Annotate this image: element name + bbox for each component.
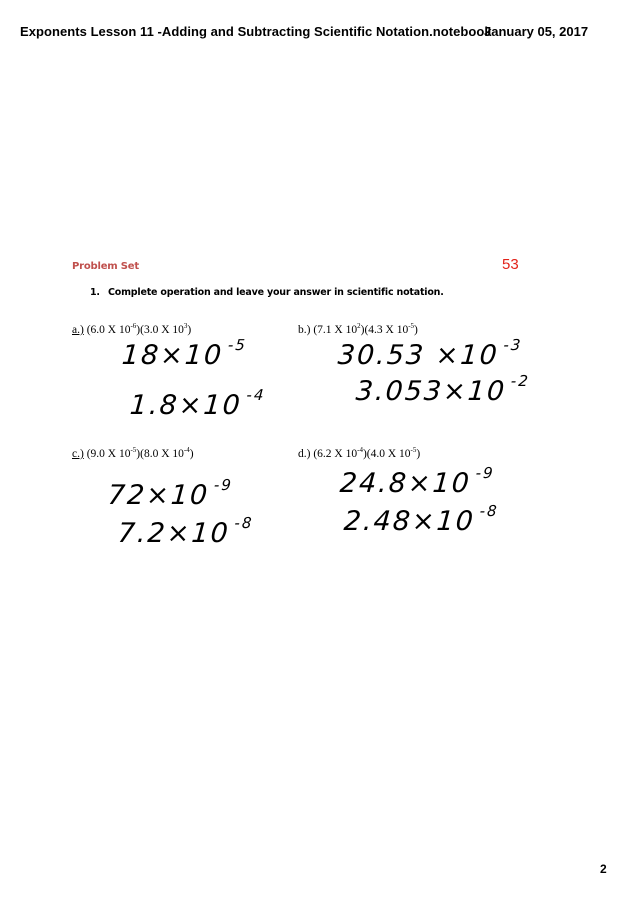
- notebook-title: Exponents Lesson 11 -Adding and Subtracting Scientific Notation.notebook: [20, 24, 492, 39]
- problem-c-work-1-exponent: -9: [213, 476, 234, 494]
- problem-b-work-1-base: 30.53 ×10: [336, 340, 500, 371]
- problem-b-work-2-exponent: -2: [510, 372, 531, 390]
- problem-d-work-1-base: 24.8×10: [338, 468, 473, 499]
- problem-a-work-line-2: [129, 386, 266, 421]
- problem-a: [72, 322, 191, 336]
- problem-c-expression: (9.0 X $10^{-5})(8.0$ X $10^{-4}$): [86, 446, 194, 460]
- problem-b-expression: (7.1 X $10^2)(4.3$ X $10^{-5}$): [313, 322, 418, 336]
- problem-a-expression: (6.0 X $10^{-6})(3.0$ X $10^3$): [86, 322, 192, 336]
- problem-d-work-line-2: [343, 502, 500, 537]
- page-number: 2: [600, 862, 607, 876]
- problem-d-work-line-1: [339, 464, 496, 499]
- problem-d-work-2-base: 2.48×10: [342, 506, 477, 537]
- instruction-number: 1.: [90, 287, 100, 298]
- problem-a-work-2-base: 1.8×10: [128, 390, 243, 421]
- problem-a-work-2-exponent: -4: [245, 386, 267, 404]
- instruction: [90, 287, 444, 298]
- problem-b-work-line-1: [337, 336, 523, 371]
- problem-c-work-1-base: 72×10: [106, 480, 211, 511]
- problem-c-work-line-2: [117, 514, 254, 549]
- problem-b-work-line-2: [355, 372, 531, 407]
- problem-a-work-1-exponent: -5: [227, 336, 248, 354]
- problem-d-expression: (6.2 X $10^{-4})(4.0$ X $10^{-5}$): [313, 446, 421, 460]
- problem-a-work-1-base: 18×10: [120, 340, 225, 371]
- problem-c: [72, 446, 194, 460]
- problem-d-label: d.): [298, 447, 311, 460]
- problem-c-work-line-1: [107, 476, 234, 511]
- instruction-text: Complete operation and leave your answer in scientific notation.: [108, 287, 444, 298]
- problem-b-work-2-base: 3.053×10: [354, 376, 508, 407]
- slide-number: 53: [502, 256, 519, 273]
- problem-a-work-line-1: [121, 336, 248, 371]
- problem-d-work-2-exponent: -8: [479, 502, 500, 520]
- problem-d-work-1-exponent: -9: [475, 464, 496, 482]
- problem-d: [298, 446, 420, 460]
- problem-c-work-2-base: 7.2×10: [116, 518, 231, 549]
- notebook-date: January 05, 2017: [484, 24, 589, 39]
- section-title: Problem Set: [72, 261, 139, 272]
- problem-a-label: a.): [72, 323, 84, 336]
- problem-b-work-1-exponent: -3: [502, 336, 524, 354]
- problem-b-label: b.): [298, 323, 311, 336]
- problem-c-work-2-exponent: -8: [233, 514, 255, 532]
- problem-c-label: c.): [72, 447, 84, 460]
- problem-b: [298, 322, 418, 336]
